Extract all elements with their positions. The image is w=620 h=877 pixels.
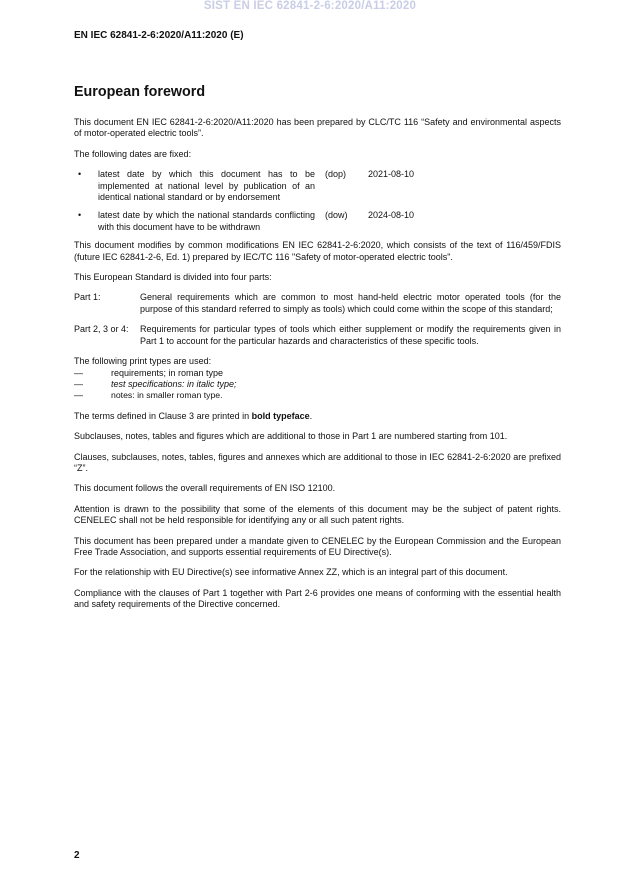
page-content bbox=[74, 83, 561, 620]
date-description: latest date by which the national standards conflicting with this document have to be withdrawn bbox=[98, 210, 315, 232]
date-description: latest date by which this document has to be implemented at national level by publication of an identical national standard or by endorsement bbox=[98, 169, 315, 203]
dash: — bbox=[74, 378, 83, 389]
parts-intro: This European Standard is divided into four parts: bbox=[74, 272, 272, 283]
terms-bold: bold typeface bbox=[251, 410, 310, 421]
document-id-header: EN IEC 62841-2-6:2020/A11:2020 (E) bbox=[74, 30, 244, 41]
part-description: General requirements which are common to most hand-held electric motor operated tools (for the purpose of this standard referred to simply as tools) which could come within the scope of this standard; bbox=[140, 292, 561, 314]
clauses-z-paragraph: Clauses, subclauses, notes, tables, figures and annexes which are additional to those in IEC 62841-2-6:2020 are prefixed “Z”. bbox=[74, 451, 561, 473]
terms-suffix: . bbox=[309, 410, 313, 421]
print-type-item bbox=[74, 379, 561, 390]
subclauses-paragraph: Subclauses, notes, tables and figures which are additional to those in Part 1 are numbered starting from 101. bbox=[74, 431, 508, 442]
bullet: • bbox=[78, 169, 82, 180]
compliance-paragraph: Compliance with the clauses of Part 1 together with Part 2-6 provides one means of conforming with the essential health and safety requirements of the Directive concerned. bbox=[74, 587, 561, 610]
print-type-item bbox=[74, 368, 561, 379]
print-types-intro: The following print types are used: bbox=[74, 356, 212, 367]
date-value: 2024-08-10 bbox=[368, 210, 415, 221]
intro-paragraph: This document EN IEC 62841-2-6:2020/A11:2020 has been prepared by CLC/TC 116 “Safety and environmental aspects of motor-operated electric tools”. bbox=[74, 117, 561, 139]
dash: — bbox=[74, 390, 83, 401]
annex-zz-paragraph: For the relationship with EU Directive(s) see informative Annex ZZ, which is an integral part of this document. bbox=[74, 567, 508, 578]
dash: — bbox=[74, 367, 83, 378]
date-value: 2021-08-10 bbox=[368, 169, 415, 180]
print-type-text: test specifications: in italic type; bbox=[111, 378, 237, 389]
mandate-paragraph: This document has been prepared under a mandate given to CENELEC by the European Commission and the European Free Trade Association, and supports essential requirements of EU Directive(s). bbox=[74, 535, 561, 557]
date-code: (dow) bbox=[325, 210, 348, 221]
date-item-dow bbox=[74, 210, 561, 233]
terms-prefix: The terms defined in Clause 3 are printed in bbox=[74, 410, 252, 421]
modifies-paragraph: This document modifies by common modifications EN IEC 62841-2-6:2020, which consists of the text of 116/459/FDIS (future IEC 62841-2-6, Ed. 1) prepared by IEC/TC 116 "Safety of motor-operated electric tools". bbox=[74, 240, 561, 262]
part-item-2-3-4 bbox=[74, 324, 561, 347]
part-description: Requirements for particular types of tools which either supplement or modify the requirements given in Part 1 to account for the particular hazards and characteristics of these specific tools. bbox=[140, 324, 561, 346]
patent-paragraph: Attention is drawn to the possibility that some of the elements of this document may be the subject of patent rights. CENELEC shall not be held responsible for identifying any or all such patent rights. bbox=[74, 503, 561, 526]
dates-list bbox=[74, 169, 561, 233]
dates-intro: The following dates are fixed: bbox=[74, 148, 192, 159]
part-item-1 bbox=[74, 292, 561, 315]
date-item-dop bbox=[74, 169, 561, 203]
page-number: 2 bbox=[74, 850, 80, 861]
print-type-text: requirements; in roman type bbox=[111, 367, 224, 378]
date-code: (dop) bbox=[325, 169, 347, 180]
part-label: Part 1: bbox=[74, 292, 101, 303]
bullet: • bbox=[78, 210, 82, 221]
print-types-list bbox=[74, 356, 561, 402]
iso-paragraph: This document follows the overall requirements of EN ISO 12100. bbox=[74, 483, 336, 494]
print-type-item bbox=[74, 390, 561, 401]
terms-paragraph bbox=[74, 411, 561, 422]
print-type-text: notes: in smaller roman type. bbox=[111, 390, 223, 401]
page-title: European foreword bbox=[74, 84, 206, 100]
part-label: Part 2, 3 or 4: bbox=[74, 324, 129, 335]
watermark: SIST EN IEC 62841-2-6:2020/A11:2020 bbox=[203, 0, 417, 12]
